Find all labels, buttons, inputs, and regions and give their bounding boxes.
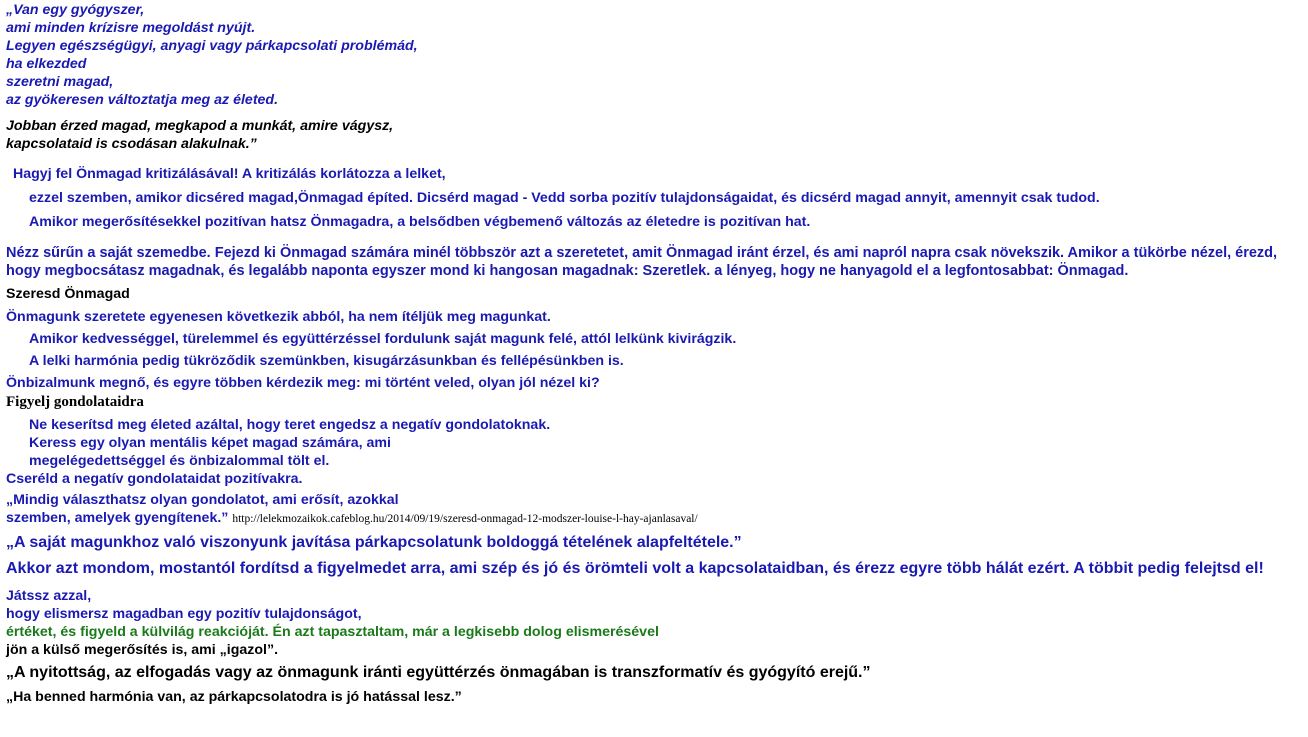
quote-line-black: Jobban érzed magad, megkapod a munkát, amire vágysz, (6, 118, 394, 134)
paragraph-line: Amikor kedvességgel, türelemmel és együttérzéssel fordulunk saját magunk felé, attól lelkünk kivirágzik. (29, 331, 737, 347)
paragraph-line: megelégedettséggel és önbizalommal tölt el. (29, 453, 330, 469)
paragraph-line: Önbizalmunk megnő, és egyre többen kérdezik meg: mi történt veled, olyan jól nézel ki? (6, 375, 600, 391)
criticism-line: Hagyj fel Önmagad kritizálásával! A kritizálás korlátozza a lelket, (13, 166, 446, 182)
section-heading: Figyelj gondolataidra (6, 394, 144, 410)
quote-text: szemben, amelyek gyengítenek.” (6, 510, 229, 526)
quote-line: „Van egy gyógyszer, (6, 2, 145, 18)
paragraph-line-green: értéket, és figyeld a külvilág reakcióját. Én azt tapasztaltam, már a legkisebb dolog elismerésével (6, 624, 659, 640)
section-heading: Szeresd Önmagad (6, 286, 130, 302)
closing-quote: „A nyitottság, az elfogadás vagy az önmagunk iránti együttérzés önmagában is transzformatív és gyógyító erejű.” (6, 664, 871, 681)
quote-line: ha elkezded (6, 56, 87, 72)
paragraph-line: Ne keserítsd meg életed azáltal, hogy teret engedsz a negatív gondolatoknak. (29, 417, 551, 433)
paragraph-line: Keress egy olyan mentális képet magad számára, ami (29, 435, 391, 451)
quote-line: az gyökeresen változtatja meg az életed. (6, 92, 279, 108)
paragraph-line: Játssz azzal, (6, 588, 92, 604)
quote-line-black: kapcsolataid is csodásan alakulnak.” (6, 136, 257, 152)
mirror-line: hogy megbocsátasz magadnak, és legalább naponta egyszer mond ki hangosan magadnak: Szeretlek. a lényeg, hogy ne hanyagold el a legfontosabbat: Önmagad. (6, 263, 1129, 279)
source-url: http://lelekmozaikok.cafeblog.hu/2014/09/19/szeresd-onmagad-12-modszer-louise-l-hay-ajanlasaval/ (232, 513, 698, 525)
relationship-advice: Akkor azt mondom, mostantól fordítsd a figyelmedet arra, ami szép és jó és örömteli volt a kapcsolataidban, és érezz egyre több hálát ezért. A többit pedig felejtsd el! (6, 560, 1264, 577)
closing-quote: „Ha benned harmónia van, az párkapcsolatodra is jó hatással lesz.” (6, 689, 462, 705)
paragraph-line: Cseréld a negatív gondolataidat pozitívakra. (6, 471, 303, 487)
paragraph-line: A lelki harmónia pedig tükröződik szemünkben, kisugárzásunkban és fellépésünkben is. (29, 353, 624, 369)
quote-line: ami minden krízisre megoldást nyújt. (6, 20, 256, 36)
quote-line-with-source (6, 509, 698, 528)
relationship-quote: „A saját magunkhoz való viszonyunk javítása párkapcsolatunk boldoggá tételének alapfeltétele.” (6, 534, 742, 551)
paragraph-line: Önmagunk szeretete egyenesen következik abból, ha nem ítéljük meg magunkat. (6, 309, 551, 325)
quote-line: szeretni magad, (6, 74, 114, 90)
quote-line: Legyen egészségügyi, anyagi vagy párkapcsolati problémád, (6, 38, 418, 54)
criticism-line: Amikor megerősítésekkel pozitívan hatsz Önmagadra, a belsődben végbemenő változás az életedre is pozitívan hat. (29, 214, 811, 230)
paragraph-line-black: jön a külső megerősítés is, ami „igazol”. (6, 642, 279, 658)
quote-line: „Mindig választhatsz olyan gondolatot, ami erősít, azokkal (6, 492, 399, 508)
criticism-line: ezzel szemben, amikor dicséred magad,Önmagad építed. Dicsérd magad - Vedd sorba pozitív tulajdonságaidat, és dicsérd magad annyit, amennyit csak tudod. (29, 190, 1100, 206)
paragraph-line: hogy elismersz magadban egy pozitív tulajdonságot, (6, 606, 362, 622)
mirror-line: Nézz sűrűn a saját szemedbe. Fejezd ki Önmagad számára minél többször azt a szeretetet, amit Önmagad iránt érzel, és ami napról napra csak növekszik. Amikor a tükörbe nézel, érezd, (6, 245, 1278, 261)
